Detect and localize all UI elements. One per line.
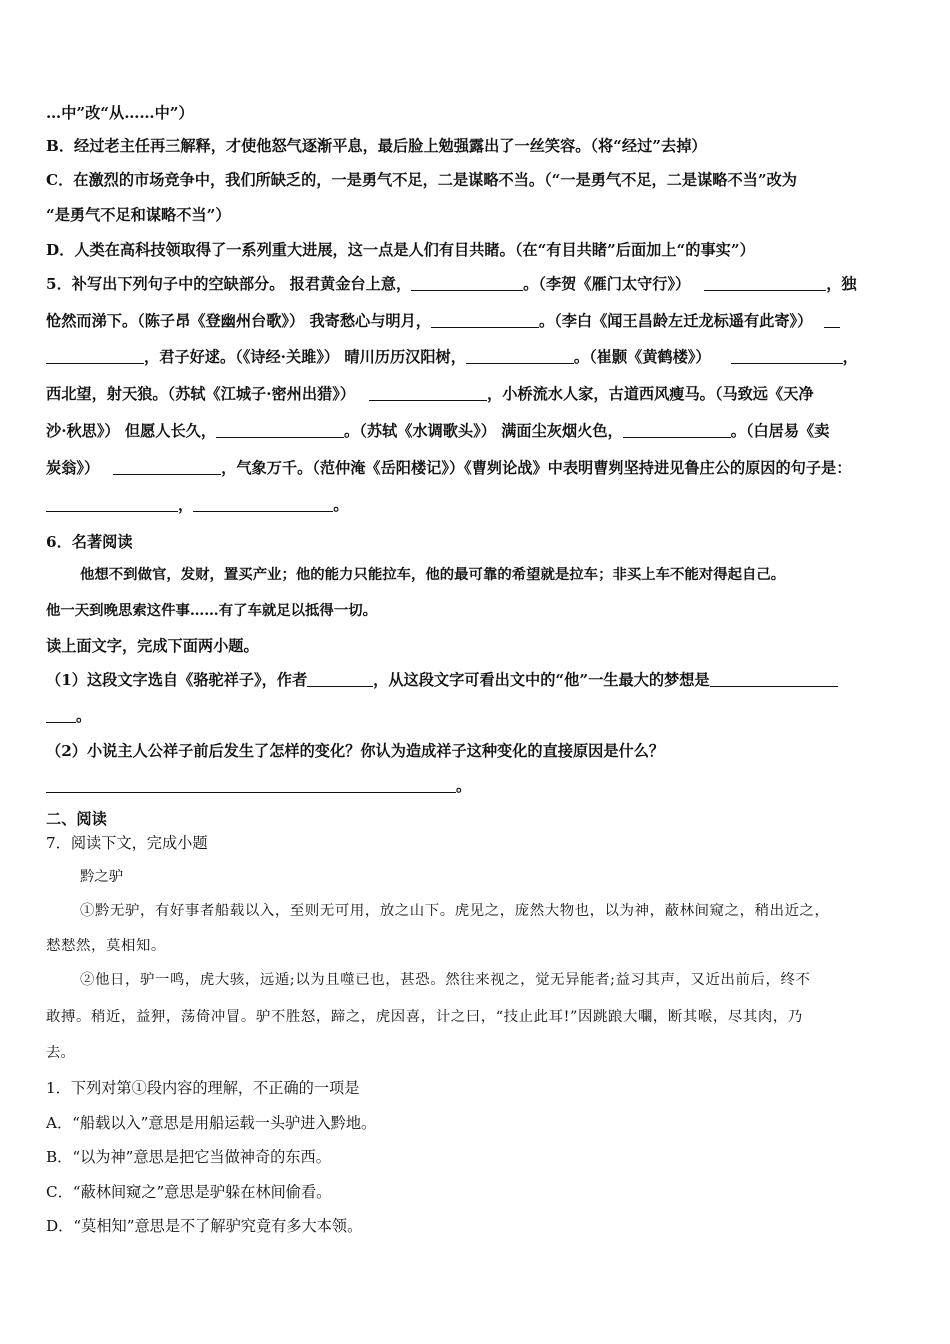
passage-title: 黔之驴 xyxy=(80,869,124,885)
answer-blank[interactable] xyxy=(46,707,76,723)
answer-blank[interactable] xyxy=(369,385,487,401)
answer-blank[interactable] xyxy=(466,348,574,364)
q6-instruction: 读上面文字，完成下面两小题。 xyxy=(46,637,259,655)
q6-part2-answer: 。 xyxy=(46,775,471,797)
answer-blank[interactable] xyxy=(113,459,221,475)
q6-quote-line1: 他想不到做官，发财，置买产业；他的能力只能拉车，他的最可靠的希望就是拉车；非买上车不能对得起自己。 xyxy=(80,566,786,583)
answer-blank[interactable] xyxy=(623,422,731,438)
q6-title: 6．名著阅读 xyxy=(46,533,133,551)
answer-blank[interactable] xyxy=(46,777,456,793)
answer-blank[interactable] xyxy=(216,422,344,438)
option-c[interactable]: C．“蔽林间窥之”意思是驴躲在林间偷看。 xyxy=(46,1183,332,1201)
answer-blank[interactable] xyxy=(731,348,843,364)
q6-part2: （2）小说主人公祥子前后发生了怎样的变化？你认为造成祥子这种变化的直接原因是什么？ xyxy=(46,742,665,760)
q5-line7: ， 。 xyxy=(46,494,348,516)
option-a[interactable]: A．“船载以入”意思是用船运载一头驴进入黔地。 xyxy=(46,1114,377,1132)
answer-blank[interactable] xyxy=(46,496,178,512)
passage-para1-line1: ①黔无驴，有好事者船载以入，至则无可用，放之山下。虎见之，庞然大物也，以为神，蔽林间窥之，稍出近之， xyxy=(80,903,830,919)
q4-option-c-line1: C．在激烈的市场竞争中，我们所缺乏的，一是勇气不足，二是谋略不当。（“一是勇气不足，二是谋略不当”改为 xyxy=(46,171,797,189)
passage-para1-line2: 慭慭然，莫相知。 xyxy=(46,938,166,954)
option-b[interactable]: B．“以为神”意思是把它当做神奇的东西。 xyxy=(46,1148,331,1166)
subquestion-1: 1．下列对第①段内容的理解，不正确的一项是 xyxy=(46,1079,360,1097)
q6-part1-cont: 。 xyxy=(46,705,91,727)
q6-part1: （1）这段文字选自《骆驼祥子》，作者 ，从这段文字可看出文中的“他”一生最大的梦想是 xyxy=(46,669,838,691)
answer-blank[interactable] xyxy=(46,348,144,364)
q5-line3: ，君子好逑。（《诗经·关雎》） 晴川历历汉阳树， 。（崔颢《黄鹤楼》） ， xyxy=(46,346,858,368)
q4-option-d: D．人类在高科技领取得了一系列重大进展，这一点是人们有目共睹。（在“有目共睹”后面加上“的事实”） xyxy=(46,241,755,259)
answer-blank[interactable] xyxy=(704,275,826,291)
section-heading: 二、阅读 xyxy=(46,810,107,828)
answer-blank[interactable] xyxy=(307,671,373,687)
q4-option-c-line2: “是勇气不足和谋略不当”） xyxy=(46,206,231,224)
q5-line6: 炭翁》） ，气象万千。（范仲淹《岳阳楼记》）《曹刿论战》中表明曹刿坚持进见鲁庄公的原因的句子是： xyxy=(46,459,852,477)
q5-line1: 5．补写出下列句子中的空缺部分。 报君黄金台上意， 。（李贺《雁门太守行》） ，独 xyxy=(46,275,857,293)
q4-option-a-tail: …中”改“从……中”） xyxy=(46,104,194,122)
q5-line4: 西北望，射天狼。（苏轼《江城子·密州出猎》） ，小桥流水人家，古道西风瘦马。（马致远《天净 xyxy=(46,385,814,403)
q6-quote-line2: 他一天到晚思索这件事……有了车就足以抵得一切。 xyxy=(46,602,377,619)
answer-blank[interactable] xyxy=(431,312,539,328)
passage-para2-line2: 敢搏。稍近，益狎，荡倚冲冒。驴不胜怒，蹄之，虎因喜，计之曰，“技止此耳!”因跳踉大㘚，断其喉，尽其肉，乃 xyxy=(46,1009,803,1025)
q5-line5: 沙·秋思》） 但愿人长久， 。（苏轼《水调歌头》） 满面尘灰烟火色， 。（白居易《卖 xyxy=(46,422,830,440)
q7-title: 7．阅读下文，完成小题 xyxy=(46,834,208,852)
passage-para2-line3: 去。 xyxy=(46,1045,75,1061)
answer-blank[interactable] xyxy=(411,275,523,291)
option-d[interactable]: D．“莫相知”意思是不了解驴究竟有多大本领。 xyxy=(46,1217,363,1235)
answer-blank[interactable] xyxy=(824,312,840,328)
answer-blank[interactable] xyxy=(193,496,333,512)
passage-para2-line1: ②他日，驴一鸣，虎大骇，远遁;以为且噬已也，甚恐。然往来视之，觉无异能者;益习其声，又近出前后，终不 xyxy=(80,972,811,988)
q5-line2: 怆然而涕下。（陈子昂《登幽州台歌》） 我寄愁心与明月， 。（李白《闻王昌龄左迁龙标遥有此寄》） xyxy=(46,310,840,332)
answer-blank[interactable] xyxy=(710,671,838,687)
q4-option-b: B．经过老主任再三解释，才使他怒气逐渐平息，最后脸上勉强露出了一丝笑容。（将“经过”去掉） xyxy=(46,137,707,155)
